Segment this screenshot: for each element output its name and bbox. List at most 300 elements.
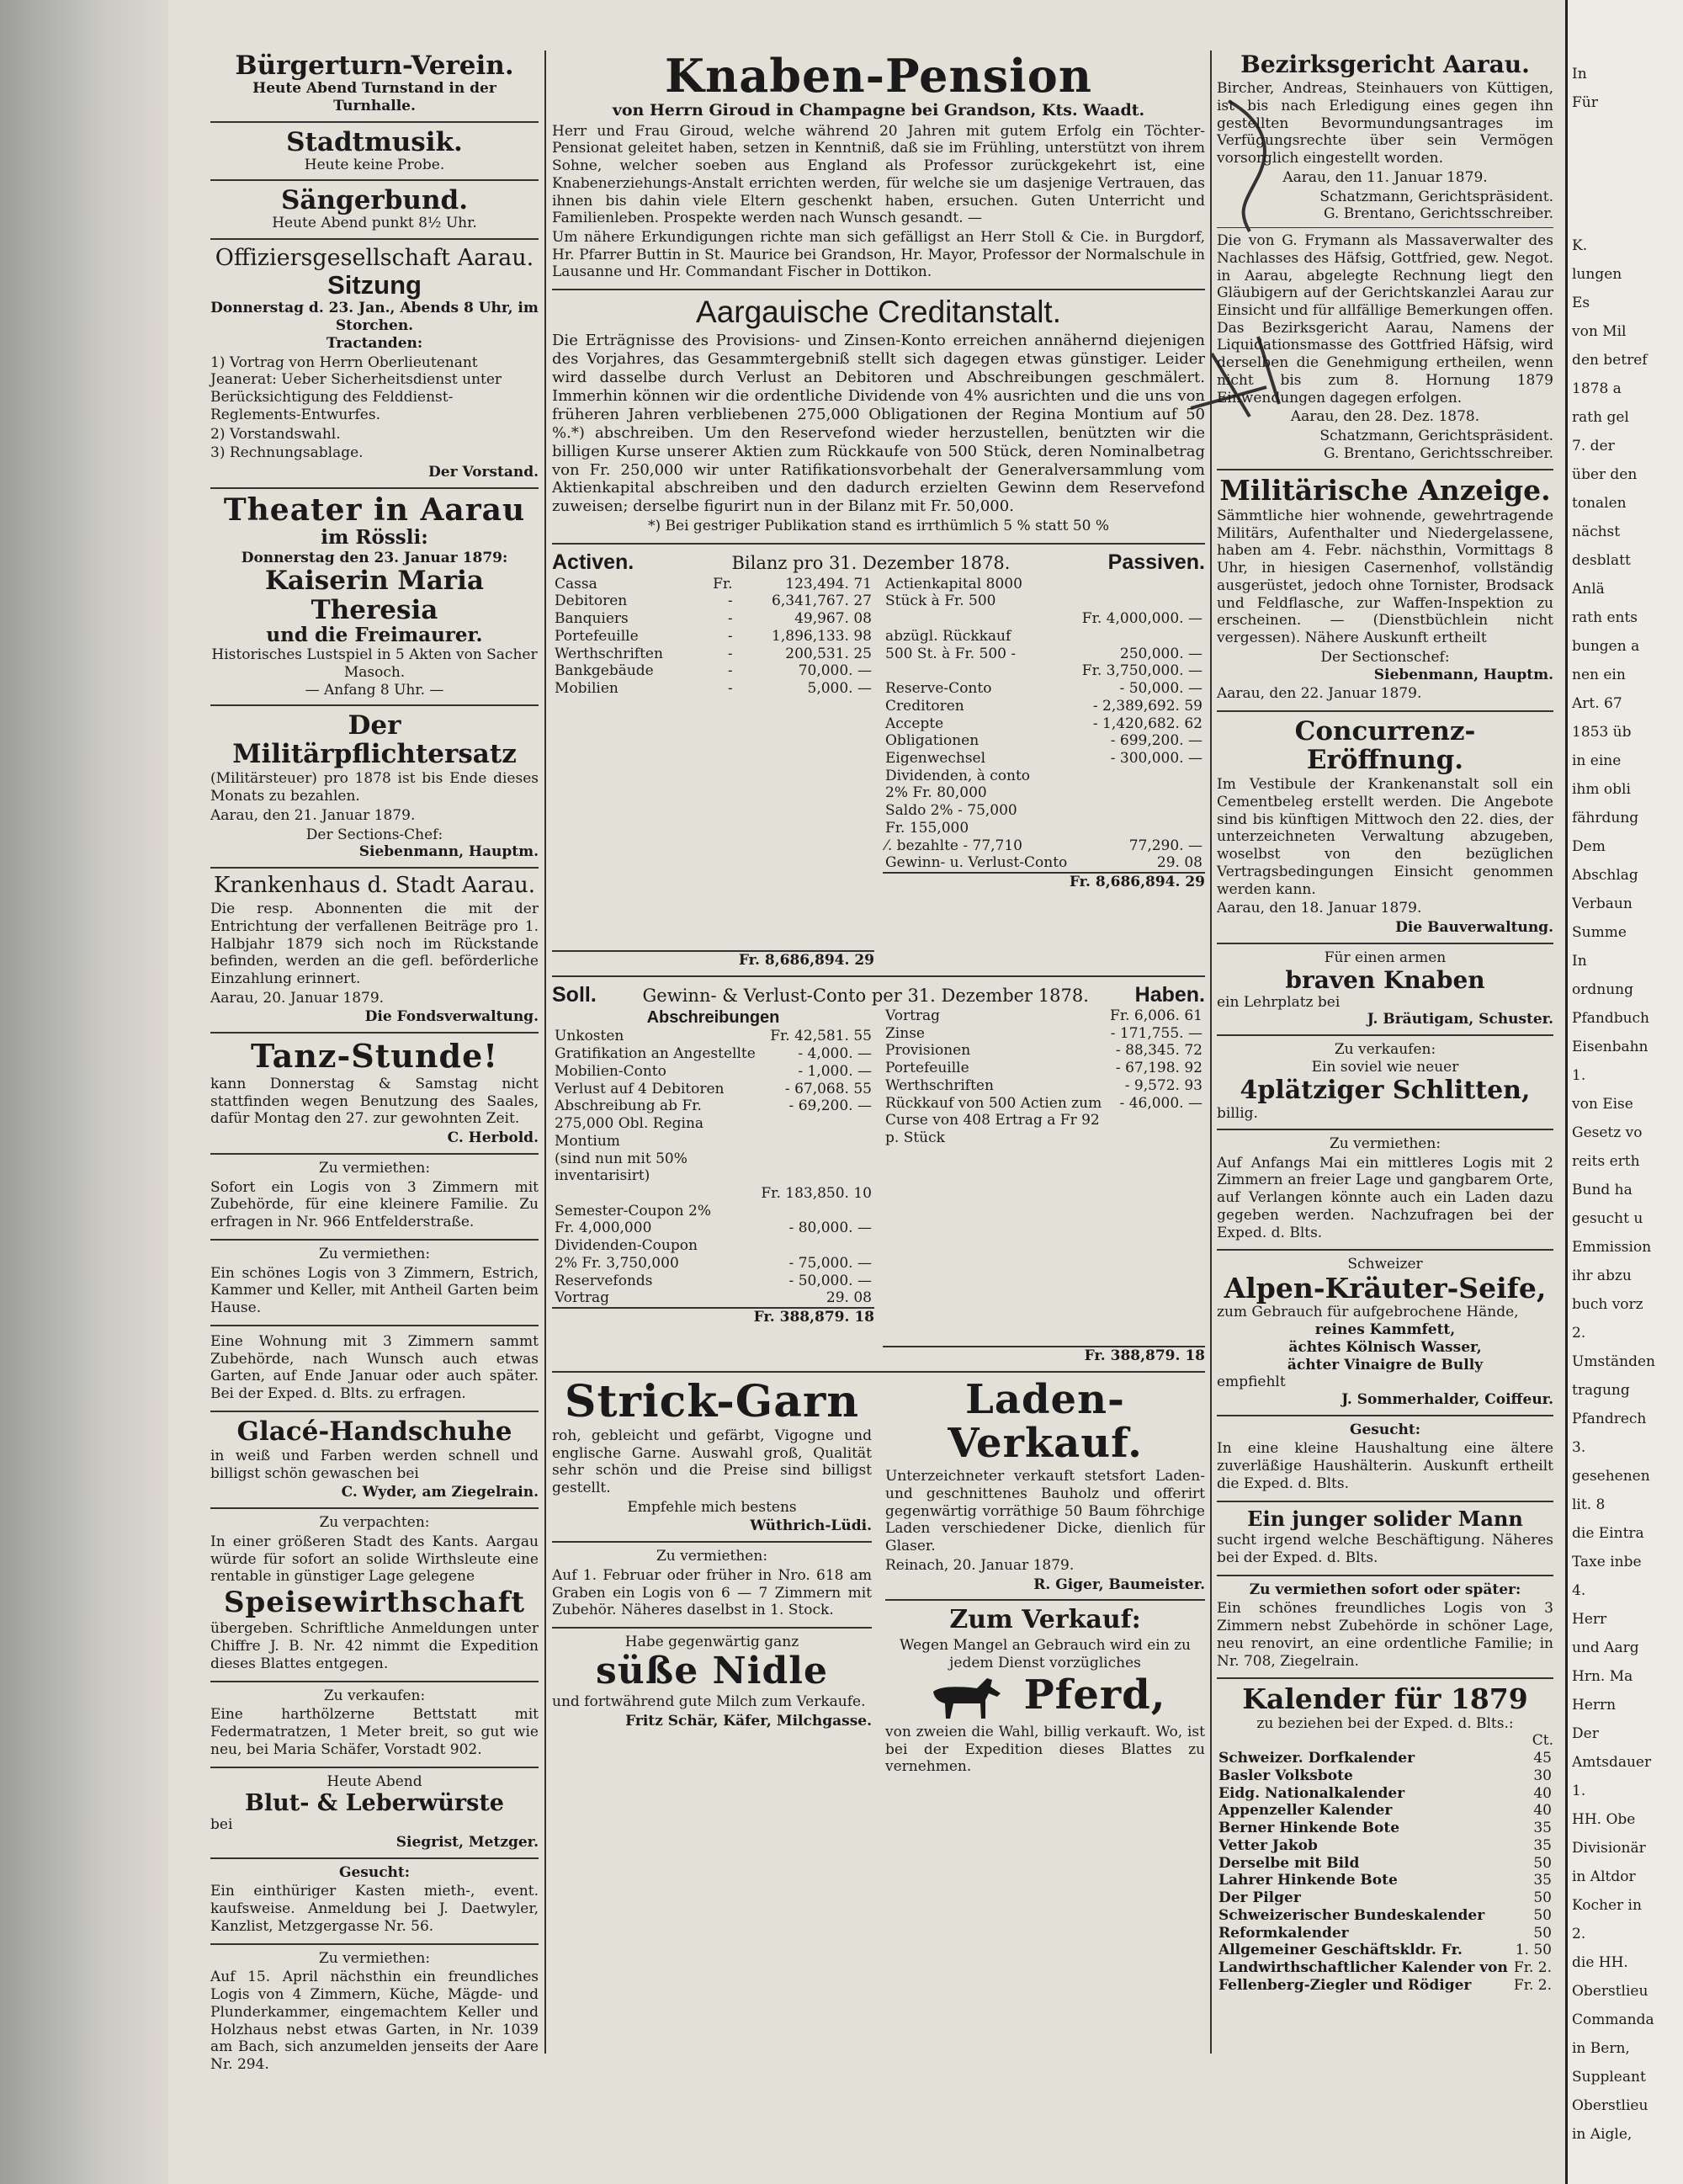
- ad-text: Herr und Frau Giroud, welche während 20 Jahren mit gutem Erfolg ein Töchter-Pensionat geleitet haben, setzen in Kenntniß, daß sie im Frühling, unterstützt von ihrem Sohne, welcher soeben aus England als Professor zurückgekehrt ist, eine Knabenerziehungs-Anstalt errichten werden, für welche sie um dasjenige Vertrauen, das ihnen bis dahin viele Eltern geschenkt haben, ersuchen. Guten Unterricht und Familienleben. Prospekte werden nach Wunsch gesandt. —: [552, 122, 1205, 227]
- ad-text: Empfehle mich bestens: [627, 1498, 797, 1516]
- table-row: [552, 592, 874, 610]
- truncated-line: In: [1572, 953, 1587, 970]
- ad-signature: Fritz Schär, Käfer, Milchgasse.: [625, 1713, 872, 1730]
- truncated-line: Pfandrech: [1572, 1411, 1647, 1427]
- ad-head: Zu verkaufen:: [323, 1687, 426, 1704]
- table-row: [1217, 1959, 1553, 1977]
- table-cell: Fr. 2.: [1513, 1976, 1552, 1994]
- soll-total: Fr. 388,879. 18: [552, 1307, 874, 1326]
- ad-text: roh, gebleicht und gefärbt, Vigogne und englische Garne. Auswahl groß, Qualität sehr schön und die Preise sind billigst gestellt.: [552, 1427, 872, 1496]
- table-row: [552, 1150, 874, 1185]
- ad-item: ächter Vinaigre de Bully: [1287, 1356, 1484, 1374]
- ad-kalender: [1217, 1679, 1553, 2000]
- ad-concurrenz: [1217, 712, 1553, 944]
- table-row: [552, 1237, 874, 1255]
- table-row: [552, 1185, 874, 1203]
- truncated-line: Emmission: [1572, 1239, 1652, 1256]
- truncated-line: Herrn: [1572, 1697, 1617, 1714]
- truncated-line: 1.: [1572, 1783, 1586, 1799]
- table-cell: [1075, 592, 1205, 610]
- soll-table: [552, 1028, 874, 1307]
- ad-date: Aarau, den 18. Januar 1879.: [1217, 900, 1422, 917]
- table-cell: - 4,000. —: [798, 1045, 872, 1063]
- truncated-line: über den: [1572, 466, 1638, 483]
- table-cell: Rückkauf von 500 Actien zum Curse von 408 Ertrag a Fr 92 p. Stück: [885, 1094, 1102, 1147]
- table-cell: Schweizerischer Bundeskalender: [1218, 1906, 1485, 1924]
- table-cell: Fr. 2.: [1513, 1958, 1552, 1976]
- ad-title: Militärische Anzeige.: [1219, 473, 1551, 507]
- truncated-line: reits erth: [1572, 1153, 1640, 1170]
- ad-glace: [210, 1412, 539, 1509]
- ad-text: (Militärsteuer) pro 1878 ist bis Ende dieses Monats zu bezahlen.: [210, 770, 539, 805]
- table-cell: Bankgebäude: [555, 662, 654, 680]
- ad-role: Der Sectionschef:: [1320, 648, 1450, 666]
- ad-title: Glacé-Handschuhe: [236, 1416, 512, 1447]
- ad-subtitle: von Herrn Giroud in Champagne bei Grandson, Kts. Waadt.: [612, 101, 1145, 120]
- ad-title: Bezirksgericht Aarau.: [1240, 50, 1530, 78]
- ad-theater: [210, 489, 539, 707]
- ad-subtitle: Sitzung: [327, 270, 422, 300]
- table-row: [883, 1095, 1205, 1147]
- table-cell: Abschreibung ab Fr. 275,000 Obl. Regina Montium: [555, 1097, 704, 1150]
- table-cell: 77,290. —: [1128, 837, 1203, 854]
- ad-when: Donnerstag d. 23. Jan., Abends 8 Uhr, im Storchen.: [210, 300, 539, 335]
- book-binding: [0, 0, 168, 2184]
- ad-head: Zu vermiethen:: [656, 1548, 768, 1565]
- table-cell: abzügl. Rückkauf: [885, 627, 1011, 645]
- table-row: [883, 1042, 1205, 1060]
- table-row: [883, 715, 1205, 733]
- ad-text: Heute Abend punkt 8½ Uhr.: [272, 215, 477, 232]
- truncated-line: rath gel: [1572, 409, 1629, 426]
- table-row: [1217, 1925, 1553, 1942]
- table-cell: Obligationen: [885, 732, 980, 750]
- ad-title: Der Militärpflichtersatz: [232, 710, 517, 770]
- ad-title: Knaben-Pension: [665, 49, 1092, 103]
- table-cell: Fr. 3,750,000. —: [1081, 662, 1203, 680]
- table-row: [552, 610, 874, 628]
- ad-braven-knaben: [1217, 944, 1553, 1036]
- truncated-line: Art. 67: [1572, 695, 1622, 712]
- ad-signature: G. Brentano, Gerichtsschreiber.: [1323, 205, 1553, 223]
- ad-text: In einer größeren Stadt des Kants. Aargau würde für sofort an solide Wirthsleute eine rentable in günstiger Lage gelegene: [210, 1533, 539, 1586]
- ad-wohnung: [210, 1326, 539, 1412]
- table-row: [1217, 1785, 1553, 1803]
- ad-vermiethen-4: [552, 1543, 872, 1629]
- ad-head: Gesucht:: [338, 1863, 411, 1881]
- ad-date: Donnerstag den 23. Januar 1879:: [241, 549, 508, 566]
- table-cell: Verlust auf 4 Debitoren: [555, 1080, 725, 1097]
- ad-text: Die Erträgnisse des Provisions- und Zinsen-Konto erreichen annähernd diejenigen des Vorjahres, das Gesammtergebniß stellt sich dagegen etwas günstiger. Leider wird dasselbe durch Verlust an Debitoren und Abschreibungen geschmälert. Immerhin können wir die ordentliche Dividende von 4% ausrichten und die uns von früheren Jahren verbliebenen 275,000 Obligationen der Regina Montium auf 50 %.*) abschreiben. Um den Reservefond wieder herzustellen, benützten wir die billigen Kurse unserer Aktien zum Rückkaufe von 500 Stück, deren Nominalbetrag von Fr. 250,000 wir unter Ratifikationsvorbehalt der Generalversammlung vom Aktienkapital abschreiben und den dadurch erzielten Gewinn dem Reservefond zuweisen; derselbe figurirt nun in der Bilanz mit Fr. 50,000.: [552, 331, 1205, 516]
- ad-wuerste: [210, 1768, 539, 1859]
- table-row: [552, 1028, 874, 1045]
- table-cell: Mobilien-Conto: [555, 1062, 666, 1080]
- truncated-line: 2.: [1572, 1325, 1586, 1342]
- table-cell: Schweizer. Dorfkalender: [1218, 1750, 1415, 1767]
- ad-title: 4plätziger Schlitten,: [1240, 1075, 1531, 1105]
- ad-title: Kalender für 1879: [1242, 1682, 1528, 1716]
- ad-text: Die resp. Abonnenten die mit der Entrichtung der verfallenen Beiträge pro 1. Halbjahr 1879 sich noch im Rückstande befinden, werden an die gefl. beförderliche Einzahlung erinnert.: [210, 901, 539, 987]
- truncated-line: die HH.: [1572, 1954, 1628, 1971]
- table-row: [883, 662, 1205, 680]
- truncated-line: in eine: [1572, 752, 1622, 769]
- ad-nidle: [552, 1629, 872, 1736]
- truncated-line: gesehenen: [1572, 1468, 1650, 1485]
- table-cell: Creditoren: [885, 697, 964, 715]
- ad-head: Zum Verkauf:: [949, 1605, 1141, 1635]
- table-row: [883, 750, 1205, 768]
- ad-text: Eine harthölzerne Bettstatt mit Federmatratzen, 1 Meter breit, so gut wie neu, bei Maria Schäfer, Vorstadt 902.: [210, 1706, 539, 1758]
- table-cell: Derselbe mit Bild: [1218, 1854, 1360, 1872]
- ad-pre: Habe gegenwärtig ganz: [624, 1634, 799, 1651]
- gv-sub-left: Abschreibungen: [646, 1008, 780, 1027]
- truncated-line: rath ents: [1572, 609, 1638, 626]
- ad-title: Strick-Garn: [564, 1375, 860, 1427]
- table-cell: Gratifikation an Angestellte: [555, 1045, 756, 1063]
- truncated-line: von Eise: [1572, 1096, 1633, 1113]
- truncated-line: Pfandbuch: [1572, 1010, 1649, 1027]
- table-row: [883, 784, 1205, 802]
- ad-text: Auf Anfangs Mai ein mittleres Logis mit 2 Zimmern an freier Lage und gangbarem Orte, auf Verlangen könnte auch ein Laden dazu gegeben werden. Nachzufragen bei der Exped. d. Blts.: [1217, 1154, 1553, 1241]
- table-row: [883, 1060, 1205, 1077]
- ad-saengerbund: [210, 181, 539, 240]
- truncated-line: Kocher in: [1572, 1897, 1642, 1914]
- table-cell: 123,494. 71: [785, 575, 872, 592]
- table-cell: Dividenden, à conto: [885, 767, 1031, 784]
- truncated-line: In: [1572, 66, 1587, 82]
- table-cell: 35: [1533, 1836, 1552, 1854]
- ad-text: Auf 15. April nächsthin ein freundliches Logis von 4 Zimmern, Küche, Mägde- und Plunderkammer, eingemachtem Keller und Holzhaus nebst etwas Garten, in Nr. 1039 am Bach, sich anzumelden jenseits der Aare Nr. 294.: [210, 1969, 539, 2074]
- ad-signature: C. Herbold.: [447, 1129, 539, 1147]
- gv-head-right: Haben.: [1134, 982, 1205, 1007]
- table-cell: Vortrag: [555, 1289, 610, 1307]
- table-cell: 50: [1533, 1889, 1552, 1907]
- table-cell: Provisionen: [885, 1042, 971, 1060]
- table-row: [883, 610, 1205, 628]
- ad-schlitten: [1217, 1036, 1553, 1130]
- ad-gesucht-haushaelterin: [1217, 1416, 1553, 1502]
- ad-note: *) Bei gestriger Publikation stand es irrthümlich 5 % statt 50 %: [647, 518, 1110, 535]
- table-row: [883, 768, 1205, 785]
- table-cell: 29. 08: [1156, 854, 1203, 872]
- ad-pre: Für einen armen: [1324, 949, 1447, 966]
- table-cell: 2% Fr. 3,750,000: [555, 1254, 679, 1272]
- ad-title: Pferd,: [1023, 1671, 1166, 1719]
- table-cell: Fr. 6,006. 61: [1110, 1007, 1203, 1024]
- ad-tractanden: Tractanden:: [326, 334, 423, 352]
- ad-head: Zu vermiethen:: [1329, 1135, 1441, 1152]
- table-cell: 40: [1533, 1802, 1552, 1820]
- ad-head: Gesucht:: [1349, 1421, 1421, 1438]
- table-row: [1217, 1767, 1553, 1785]
- ad-text: Bircher, Andreas, Steinhauers von Küttigen, ist bis nach Erledigung eines gegen ihn gestellten Bevormundungsantrages im Verfügungsrechte über sein Vermögen vorsorglich eingestellt worden.: [1217, 80, 1553, 167]
- ad-laden-verkauf: [885, 1373, 1205, 1602]
- table-cell: 29. 08: [826, 1289, 872, 1307]
- table-cell: Eidg. Nationalkalender: [1218, 1784, 1405, 1802]
- table-row: [1217, 1872, 1553, 1889]
- ad-title: Theater in Aarau: [223, 492, 526, 528]
- table-row: [883, 1077, 1205, 1095]
- ad-text: empfiehlt: [1217, 1374, 1286, 1391]
- table-cell: - 88,345. 72: [1115, 1042, 1203, 1060]
- table-cell: -: [727, 645, 733, 662]
- ad-vermiethen-2: [210, 1241, 539, 1326]
- table-cell: 35: [1533, 1872, 1552, 1889]
- truncated-line: 3.: [1572, 1439, 1586, 1456]
- table-cell: Vortrag: [885, 1007, 941, 1024]
- ad-signature: G. Brentano, Gerichtsschreiber.: [1323, 444, 1553, 462]
- table-cell: [1075, 628, 1205, 646]
- ad-signature: Wüthrich-Lüdi.: [750, 1517, 872, 1535]
- ad-head: Zu vermiethen:: [318, 1245, 431, 1262]
- ad-signature: Siegrist, Metzger.: [396, 1834, 539, 1852]
- table-row: [1217, 1977, 1553, 1995]
- table-row: [1217, 1907, 1553, 1925]
- ad-pre: bei: [210, 1816, 233, 1834]
- table-cell: Reserve-Conto: [885, 680, 992, 698]
- truncated-line: in Altdor: [1572, 1868, 1636, 1885]
- ad-text: Ein einthüriger Kasten mieth-, event. kaufsweise. Anmeldung bei J. Daetwyler, Kanzlist, Metzgergasse Nr. 56.: [210, 1883, 539, 1935]
- table-row: [552, 1081, 874, 1098]
- agenda-item: 3) Rechnungsablage.: [210, 444, 364, 462]
- ad-head: Zu vermiethen sofort oder später:: [1249, 1581, 1521, 1598]
- table-row: [552, 1273, 874, 1290]
- ad-date: Aarau, den 11. Januar 1879.: [1282, 168, 1488, 186]
- table-cell: Eigenwechsel: [885, 749, 986, 767]
- table-cell: Fr. 4,000,000: [555, 1220, 652, 1237]
- ad-text: Heute Abend Turnstand in der Turnhalle.: [252, 80, 496, 114]
- ad-krankenhaus: [210, 869, 539, 1034]
- ad-signature: J. Sommerhalder, Coiffeur.: [1341, 1390, 1553, 1408]
- ad-text: Sämmtliche hier wohnende, gewehrtragende Militärs, Aufenthalter und Niedergelassene, haben am 4. Febr. nächsthin, Vormittags 8 Uhr, in hiesigen Casernenhof, vollständig ausgerüstet, jedoch ohne Tornister, Brodsack und Feldflasche, zur Waffen-Inspektion zu erscheinen. — (Dienstbüchlein nicht vergessen). Nähere Auskunft ertheilt: [1217, 507, 1553, 647]
- truncated-line: Oberstlieu: [1572, 2097, 1648, 2114]
- ad-verkaufen-bettstatt: [210, 1682, 539, 1768]
- truncated-line: Summe: [1572, 924, 1627, 941]
- ad-verpachten: [210, 1509, 539, 1682]
- ad-date: Aarau, den 28. Dez. 1878.: [1290, 408, 1480, 426]
- ad-title: braven Knaben: [1285, 965, 1485, 994]
- truncated-line: ihm obli: [1572, 781, 1631, 798]
- ad-knaben-pension: [552, 46, 1205, 290]
- table-row: [552, 1203, 874, 1220]
- truncated-line: nen ein: [1572, 667, 1626, 683]
- table-cell: 30: [1533, 1767, 1552, 1784]
- truncated-line: 4.: [1572, 1582, 1586, 1599]
- table-cell: 50: [1533, 1854, 1552, 1872]
- table-cell: Portefeuille: [555, 627, 639, 645]
- bilanz-head-right: Passiven.: [1107, 550, 1205, 575]
- ad-seife: [1217, 1251, 1553, 1416]
- table-row: [883, 680, 1205, 698]
- table-cell: - 171,755. —: [1110, 1024, 1203, 1042]
- ad-bezirksgericht: [1217, 46, 1553, 470]
- horse-icon: [925, 1675, 1009, 1722]
- truncated-line: in Bern,: [1572, 2040, 1630, 2057]
- table-cell: -: [727, 680, 733, 698]
- ad-text: übergeben. Schriftliche Anmeldungen unter Chiffre J. B. Nr. 42 nimmt die Expedition dieses Blattes entgegen.: [210, 1620, 539, 1672]
- table-cell: 5,000. —: [807, 680, 872, 698]
- ad-pferd: [885, 1601, 1205, 1783]
- table-cell: [758, 1237, 874, 1255]
- truncated-line: und Aarg: [1572, 1639, 1639, 1656]
- ad-militaerpflichtersatz: [210, 706, 539, 869]
- truncated-line: Taxe inbe: [1572, 1554, 1642, 1570]
- ad-vermiethen-6: [1217, 1576, 1553, 1680]
- column-rule: [544, 50, 546, 2054]
- truncated-line: Amtsdauer: [1572, 1754, 1652, 1771]
- table-cell: [758, 1150, 874, 1185]
- ad-signature: Siebenmann, Hauptm.: [1373, 666, 1553, 683]
- table-cell: -: [727, 662, 733, 680]
- table-cell: 45: [1533, 1750, 1552, 1767]
- table-row: [552, 1063, 874, 1081]
- table-cell: Fr. 155,000: [885, 819, 969, 837]
- truncated-line: gesucht u: [1572, 1210, 1643, 1227]
- table-cell: 1. 50: [1515, 1942, 1552, 1959]
- ad-text: Wegen Mangel an Gebrauch wird ein zu jedem Dienst vorzügliches: [900, 1636, 1191, 1671]
- table-row: [883, 854, 1205, 872]
- table-cell: Stück à Fr. 500: [885, 592, 996, 610]
- table-row: [1217, 1750, 1553, 1767]
- ad-offiziersgesellschaft: [210, 240, 539, 488]
- kalender-list: [1217, 1750, 1553, 1994]
- ad-title: Sängerbund.: [281, 185, 468, 216]
- ad-signature: Schatzmann, Gerichtspräsident.: [1319, 428, 1553, 445]
- table-cell: Fr. 42,581. 55: [770, 1028, 872, 1045]
- table-row: [883, 1007, 1205, 1025]
- ad-text: von zweien die Wahl, billig verkauft. Wo, ist bei der Expedition dieses Blattes zu vernehmen.: [885, 1723, 1205, 1776]
- ad-text: sucht irgend welche Beschäftigung. Näheres bei der Exped. d. Blts.: [1217, 1532, 1553, 1566]
- table-cell: 250,000. —: [1119, 645, 1203, 662]
- ad-text: Die von G. Frymann als Massaverwalter des Nachlasses des Häfsig, Gottfried, gew. Negot. in Aarau, abgelegte Rechnung liegt den Gläubigern auf der Gerichtskanzlei Aarau zur Einsicht und für allfällige Bemerkungen offen. Das Bezirksgericht Aarau, Namens der Liquidationsmasse des Gottfried Häfsig, wird derselben die Genehmigung ertheilen, wenn nicht bis zum 8. Hornung 1879 Einwendungen dagegen erfolgen.: [1217, 232, 1553, 407]
- table-cell: 40: [1533, 1784, 1552, 1802]
- table-cell: Saldo 2% - 75,000: [885, 802, 1017, 820]
- ad-title: Blut- & Leberwürste: [245, 1790, 504, 1817]
- table-cell: Dividenden-Coupon: [555, 1237, 698, 1255]
- table-row: [883, 837, 1205, 855]
- table-row: [1217, 1855, 1553, 1873]
- table-cell: - 75,000. —: [788, 1254, 872, 1272]
- table-cell: Reservefonds: [555, 1272, 653, 1289]
- ad-date: Aarau, den 22. Januar 1879.: [1217, 685, 1422, 703]
- ad-signature: Die Fondsverwaltung.: [364, 1008, 539, 1026]
- table-cell: Zinse: [885, 1024, 925, 1042]
- table-cell: - 46,000. —: [1119, 1094, 1203, 1112]
- table-cell: - 67,198. 92: [1115, 1060, 1203, 1077]
- table-cell: - 50,000. —: [1119, 680, 1203, 698]
- ad-vermiethen-3: [210, 1945, 539, 2081]
- table-cell: Fellenberg-Ziegler und Rödiger: [1218, 1976, 1472, 1994]
- table-cell: -: [727, 610, 733, 628]
- table-cell: Allgemeiner Geschäftskldr. Fr.: [1218, 1942, 1463, 1959]
- ad-signature: Schatzmann, Gerichtspräsident.: [1319, 188, 1553, 205]
- table-cell: Cassa: [555, 575, 597, 592]
- passiven-total: Fr. 8,686,894. 29: [883, 872, 1205, 891]
- ad-text: Um nähere Erkundigungen richte man sich gefälligst an Herr Stoll & Cie. in Burgdorf, Hr. Pfarrer Buttin in St. Maurice bei Grandson, Hr. Mayor, Professor der Normalschule in Lausanne und Hr. Commandant Fischer in Dottikon.: [552, 228, 1205, 281]
- truncated-line: Für: [1572, 94, 1598, 111]
- table-cell: [1075, 820, 1205, 837]
- table-cell: Fr.: [713, 575, 733, 592]
- table-row: [552, 1045, 874, 1063]
- truncated-line: Eisenbahn: [1572, 1039, 1648, 1055]
- table-cell: Unkosten: [555, 1028, 624, 1045]
- ad-text: zu beziehen bei der Exped. d. Blts.:: [1256, 1714, 1514, 1732]
- ad-text: Heute keine Probe.: [304, 156, 445, 173]
- table-row: [883, 732, 1205, 750]
- truncated-line: Abschlag: [1572, 867, 1638, 884]
- table-cell: - 699,200. —: [1110, 732, 1203, 750]
- truncated-line: Suppleant: [1572, 2069, 1646, 2086]
- table-cell: ⁄. bezahlte - 77,710: [885, 837, 1022, 854]
- truncated-line: den betref: [1572, 352, 1648, 369]
- truncated-line: Hrn. Ma: [1572, 1668, 1633, 1685]
- table-cell: 1,896,133. 98: [772, 627, 872, 645]
- table-cell: Accepte: [885, 715, 944, 732]
- table-row: [552, 576, 874, 593]
- truncated-line: Commanda: [1572, 2011, 1654, 2028]
- ad-vermiethen-5: [1217, 1130, 1553, 1251]
- truncated-line: Oberstlieu: [1572, 1983, 1648, 2000]
- table-cell: [1075, 576, 1205, 593]
- table-cell: -: [727, 592, 733, 610]
- truncated-line: die Eintra: [1572, 1525, 1644, 1542]
- table-cell: 70,000. —: [798, 662, 872, 680]
- table-cell: [758, 1203, 874, 1220]
- table-row: [552, 1255, 874, 1273]
- table-cell: 50: [1533, 1924, 1552, 1942]
- bilanz-table: [552, 545, 1205, 976]
- table-cell: Banquiers: [555, 610, 629, 628]
- truncated-line: lungen: [1572, 266, 1622, 283]
- truncated-line: Der: [1572, 1725, 1599, 1742]
- ad-text: Im Vestibule der Krankenanstalt soll ein Cementbeleg erstellt werden. Die Angebote sind bis künftigen Mittwoch den 22. dies, der unterzeichneten Verwaltung abzugeben, woselbst von den bezüglichen Vertragsbedingungen Einsicht genommen werden kann.: [1217, 776, 1553, 898]
- ad-play: Kaiserin Maria Theresia: [264, 566, 485, 625]
- gv-head-left: Soll.: [552, 982, 597, 1007]
- table-cell: [1075, 784, 1205, 802]
- column-center: [552, 46, 1205, 1783]
- column-left: [210, 46, 539, 2081]
- ad-signature: Der Vorstand.: [428, 463, 539, 481]
- table-cell: Lahrer Hinkende Bote: [1218, 1872, 1398, 1889]
- table-cell: Actienkapital 8000: [885, 575, 1022, 592]
- table-cell: Werthschriften: [885, 1076, 994, 1094]
- ad-signature: Siebenmann, Hauptm.: [358, 843, 539, 861]
- truncated-line: 1.: [1572, 1067, 1586, 1084]
- agenda-item: 1) Vortrag von Herrn Oberlieutenant Jeanerat: Ueber Sicherheitsdienst unter Berücksichtigung des Felddienst-Reglements-Entwurfes.: [210, 353, 502, 423]
- lower-center-ads: [552, 1373, 1205, 1783]
- ad-signature: J. Bräutigam, Schuster.: [1367, 1011, 1553, 1028]
- ad-head: Zu vermiethen:: [318, 1949, 431, 1967]
- table-cell: - 300,000. —: [1110, 749, 1203, 767]
- table-row: [883, 628, 1205, 646]
- truncated-line: von Mil: [1572, 323, 1627, 340]
- ad-creditanstalt: [552, 290, 1205, 545]
- ad-text: Sofort ein Logis von 3 Zimmern mit Zubehörde, für eine kleinere Familie. Zu erfragen in Nr. 966 Entfelderstraße.: [210, 1178, 539, 1231]
- ad-buergerturn: [210, 46, 539, 123]
- ad-date: Reinach, 20. Januar 1879.: [885, 1556, 1075, 1574]
- table-row: [883, 576, 1205, 593]
- table-row: [552, 646, 874, 663]
- ad-place: im Rössli:: [321, 526, 428, 550]
- table-row: [883, 646, 1205, 663]
- table-row: [883, 802, 1205, 820]
- ad-signature: Die Bauverwaltung.: [1395, 919, 1553, 937]
- ad-text: Auf 1. Februar oder früher in Nro. 618 am Graben ein Logis von 6 — 7 Zimmern mit Zubehör. Näheres daselbst in 1. Stock.: [552, 1566, 872, 1619]
- table-cell: - 69,200. —: [788, 1097, 872, 1115]
- truncated-line: Divisionär: [1572, 1840, 1646, 1857]
- gv-head-mid: Gewinn- & Verlust-Conto per 31. Dezember 1878.: [642, 985, 1089, 1006]
- ad-date: Aarau, den 21. Januar 1879.: [210, 806, 416, 824]
